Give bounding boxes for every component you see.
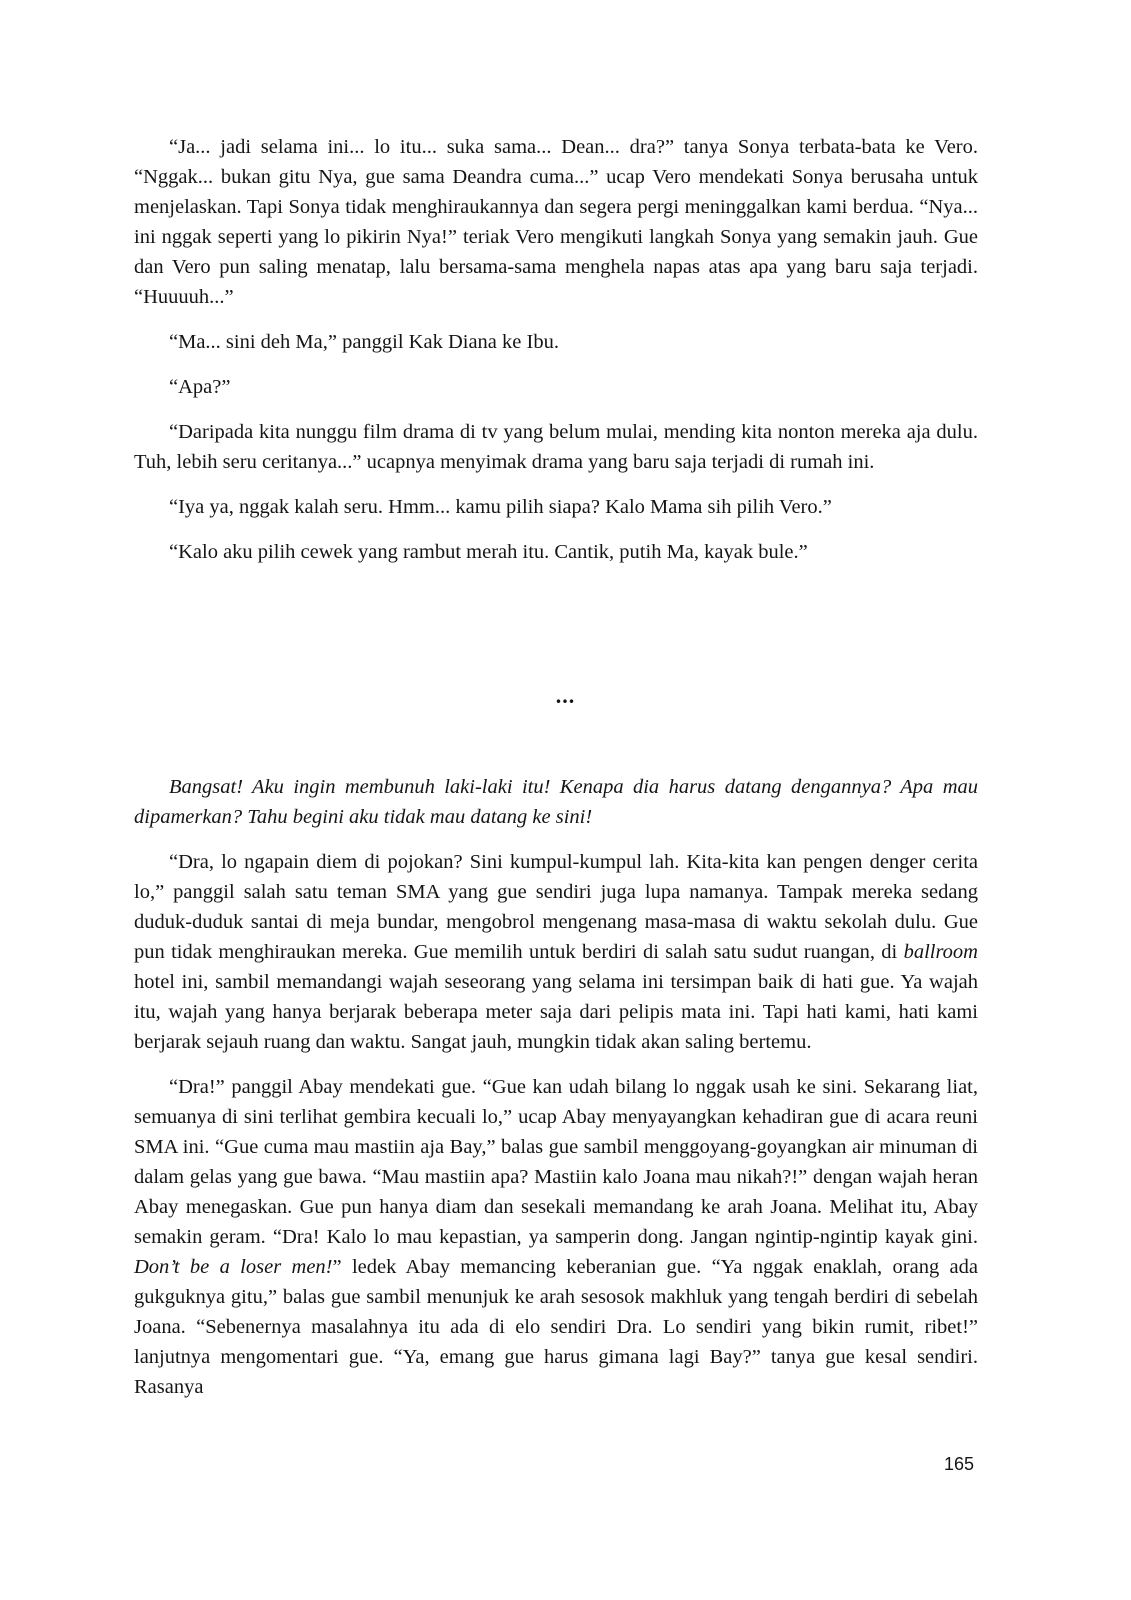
paragraph-daripada: “Daripada kita nunggu film drama di tv yang belum mulai, mending kita nonton mereka aja dulu. Tuh, lebih seru ceritanya...” ucapnya menyimak drama yang baru saja terjadi di rumah ini. (134, 421, 978, 473)
paragraph-reunion (134, 847, 978, 1057)
paragraph-apa: “Apa?” (169, 376, 231, 398)
ballroom-word: ballroom (903, 941, 978, 963)
reunion-text-b: hotel ini, sambil memandangi wajah seseorang yang selama ini tersimpan baik di hati gue. Ya wajah itu, wajah yang hanya berjarak beberapa meter saja dari pelipis mata ini. Tapi hati kami, hati kami berjarak sejauh ruang dan waktu. Sangat jauh, mungkin tidak akan saling bertemu. (134, 971, 978, 1053)
abay-text-b: ” ledek Abay memancing keberanian gue. “Ya nggak enaklah, orang ada gukguknya gitu,” balas gue sambil menunjuk ke arah sesosok makhluk yang tengah berdiri di sebelah Joana. “Sebenernya masalahnya itu ada di elo sendiri Dra. Lo sendiri yang bikin rumit, ribet!” lanjutnya mengomentari gue. “Ya, emang gue harus gimana lagi Bay?” tanya gue kesal sendiri. Rasanya (134, 1256, 978, 1398)
paragraph-sonya-vero: “Ja... jadi selama ini... lo itu... suka sama... Dean... dra?” tanya Sonya terbata-bata ke Vero. “Nggak... bukan gitu Nya, gue sama Deandra cuma...” ucap Vero mendekati Sonya berusaha untuk menjelaskan. Tapi Sonya tidak menghiraukannya dan segera pergi meninggalkan kami berdua. “Nya... ini nggak seperti yang lo pikirin Nya!” teriak Vero mengikuti langkah Sonya yang semakin jauh. Gue dan Vero pun saling menatap, lalu bersama-sama menghela napas atas apa yang baru saja terjadi. “Huuuuh...” (134, 136, 978, 308)
scene-separator: ... (555, 683, 576, 708)
section-one (134, 132, 978, 582)
paragraph-abay (134, 1072, 978, 1402)
paragraph-kalo-aku: “Kalo aku pilih cewek yang rambut merah itu. Cantik, putih Ma, kayak bule.” (169, 541, 808, 563)
paragraph-iya-ya: “Iya ya, nggak kalah seru. Hmm... kamu pilih siapa? Kalo Mama sih pilih Vero.” (169, 496, 832, 518)
paragraph-kak-diana: “Ma... sini deh Ma,” panggil Kak Diana ke Ibu. (169, 331, 559, 353)
page-number: 165 (944, 1454, 975, 1474)
section-two (134, 772, 978, 1417)
abay-text-a: “Dra!” panggil Abay mendekati gue. “Gue kan udah bilang lo nggak usah ke sini. Sekarang liat, semuanya di sini terlihat gembira kecuali lo,” ucap Abay menyayangkan kehadiran gue di acara reuni SMA ini. “Gue cuma mau mastiin aja Bay,” balas gue sambil menggoyang-goyangkan air minuman di dalam gelas yang gue bawa. “Mau mastiin apa? Mastiin kalo Joana mau nikah?!” dengan wajah heran Abay menegaskan. Gue pun hanya diam dan sesekali memandang ke arah Joana. Melihat itu, Abay semakin geram. “Dra! Kalo lo mau kepastian, ya samperin dong. Jangan ngintip-ngintip kayak gini. (134, 1076, 978, 1248)
reunion-text-a: “Dra, lo ngapain diem di pojokan? Sini kumpul-kumpul lah. Kita-kita kan pengen denger cerita lo,” panggil salah satu teman SMA yang gue sendiri juga lupa namanya. Tampak mereka sedang duduk-duduk santai di meja bundar, mengobrol mengenang masa-masa di waktu sekolah dulu. Gue pun tidak menghiraukan mereka. Gue memilih untuk berdiri di salah satu sudut ruangan, di (134, 851, 978, 963)
paragraph-inner-thought: Bangsat! Aku ingin membunuh laki-laki itu! Kenapa dia harus datang dengannya? Apa mau dipamerkan? Tahu begini aku tidak mau datang ke sini! (134, 776, 978, 828)
english-phrase: Don’t be a loser men! (134, 1256, 333, 1278)
